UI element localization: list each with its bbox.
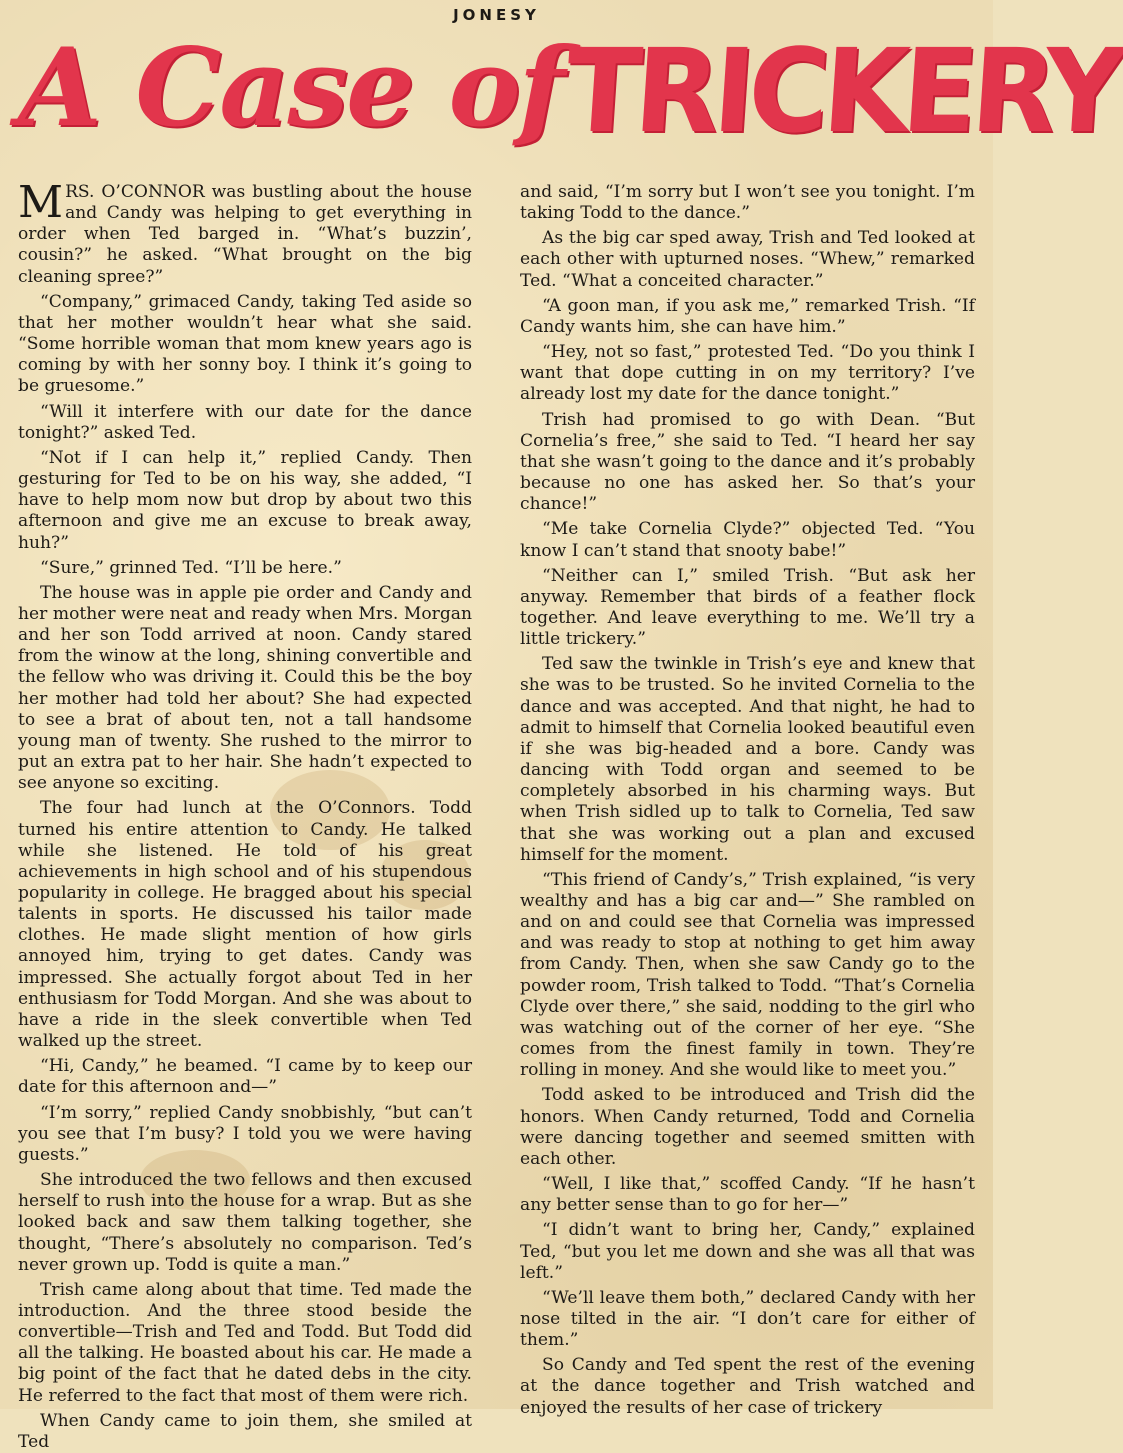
paragraph-text: “Hi, Candy,” he beamed. “I came by to keep our date for this afternoon and—”	[18, 1056, 472, 1098]
paragraph-text: As the big car sped away, Trish and Ted looked at each other with upturned noses. “Whew,” remarked Ted. “What a conceited character.”	[520, 228, 975, 291]
drop-cap: M	[18, 177, 64, 228]
story-paragraph	[520, 1085, 975, 1170]
story-title	[18, 18, 1123, 168]
story-paragraph	[520, 1355, 975, 1418]
paragraph-text: “This friend of Candy’s,” Trish explained, “is very wealthy and has a big car and—” She rambled on and on and could see that Cornelia was impressed and was ready to stop at nothing to get him away from Candy. Then, when she saw Candy go to the powder room, Trish talked to Todd. “That’s Cornelia Clyde over there,” she said, nodding to the girl who was watching out of the corner of her eye. “She comes from the finest family in town. They’re rolling in money. And she would like to meet you.”	[520, 869, 975, 1081]
story-paragraph	[18, 583, 472, 795]
paragraph-text: “Hey, not so fast,” protested Ted. “Do you think I want that dope cutting in on my territory? I’ve already lost my date for the dance tonight.”	[520, 342, 975, 405]
title-script-part: A Case of	[18, 25, 563, 151]
story-paragraph	[18, 1170, 472, 1276]
paragraph-text: Trish came along about that time. Ted made the introduction. And the three stood beside the convertible—Trish and Ted and Todd. But Todd did all the talking. He boasted about his car. He made a big point of the fact that he dated debs in the city. He referred to the fact that most of them were rich.	[18, 1279, 472, 1406]
paragraph-text: “Sure,” grinned Ted. “I’ll be here.”	[40, 557, 342, 578]
paragraph-text: Trish had promised to go with Dean. “But Cornelia’s free,” she said to Ted. “I heard her say that she wasn’t going to the dance and it’s probably because no one has asked her. So that’s your chance!”	[520, 409, 975, 515]
story-paragraph	[520, 870, 975, 1082]
paragraph-text: RS. O’CONNOR was bustling about the house and Candy was helping to get everything in order when Ted barged in. “What’s buzzin’, cousin?” he asked. “What brought on the big cleaning spree?”	[18, 182, 472, 287]
story-paragraph	[18, 1056, 472, 1098]
paragraph-text: “I’m sorry,” replied Candy snobbishly, “but can’t you see that I’m busy? I told you we were having guests.”	[18, 1102, 472, 1165]
story-paragraph	[520, 182, 975, 224]
paragraph-text: So Candy and Ted spent the rest of the evening at the dance together and Trish watched and enjoyed the results of her case of trickery	[520, 1355, 975, 1418]
story-paragraph	[520, 410, 975, 516]
story-paragraph	[520, 1174, 975, 1216]
story-paragraph	[18, 292, 472, 398]
story-paragraph	[18, 1411, 472, 1453]
story-paragraph	[520, 228, 975, 291]
story-paragraph	[18, 558, 472, 579]
paragraph-text: “A goon man, if you ask me,” remarked Trish. “If Candy wants him, she can have him.”	[520, 295, 975, 337]
paragraph-text: When Candy came to join them, she smiled at Ted	[18, 1410, 472, 1452]
paragraph-text: “Neither can I,” smiled Trish. “But ask her anyway. Remember that birds of a feather flock together. And leave everything to me. We’ll try a little trickery.”	[520, 565, 975, 650]
paragraph-text: “Not if I can help it,” replied Candy. Then gesturing for Ted to be on his way, she added, “I have to help mom now but drop by about two this afternoon and give me an excuse to break away, huh?”	[18, 447, 472, 553]
series-name: JONESY	[453, 6, 540, 24]
paragraph-text: “Me take Cornelia Clyde?” objected Ted. “You know I can’t stand that snooty babe!”	[520, 519, 975, 561]
story-paragraph	[18, 402, 472, 444]
story-paragraph	[520, 296, 975, 338]
story-paragraph	[18, 177, 472, 288]
paragraph-text: The house was in apple pie order and Candy and her mother were neat and ready when Mrs. Morgan and her son Todd arrived at noon. Candy stared from the winow at the long, shining convertible and the fellow who was driving it. Could this be the boy her mother had told her about? She had expected to see a brat of about ten, not a tall handsome young man of twenty. She rushed to the mirror to put an extra pat to her hair. She hadn’t expected to see anyone so exciting.	[18, 582, 472, 794]
story-paragraph	[520, 342, 975, 405]
story-paragraph	[18, 798, 472, 1052]
paragraph-text: “Company,” grimaced Candy, taking Ted aside so that her mother wouldn’t hear what she said. “Some horrible woman that mom knew years ago is coming by with her sonny boy. I think it’s going to be gruesome.”	[18, 291, 472, 397]
story-paragraph	[520, 519, 975, 561]
paragraph-text: Todd asked to be introduced and Trish did the honors. When Candy returned, Todd and Cornelia were dancing together and seemed smitten with each other.	[520, 1085, 975, 1169]
paragraph-text: “Will it interfere with our date for the dance tonight?” asked Ted.	[18, 401, 472, 443]
title-block-part: TRICKERY	[561, 23, 1123, 159]
story-column-left	[18, 177, 472, 1453]
paragraph-text: and said, “I’m sorry but I won’t see you tonight. I’m taking Todd to the dance.”	[520, 182, 975, 224]
paragraph-text: “I didn’t want to bring her, Candy,” explained Ted, “but you let me down and she was all that was left.”	[520, 1220, 975, 1283]
story-paragraph	[18, 1103, 472, 1166]
paragraph-text: She introduced the two fellows and then excused herself to rush into the house for a wrap. But as she looked back and saw them talking together, she thought, “There’s absolutely no comparison. Ted’s never grown up. Todd is quite a man.”	[18, 1170, 472, 1275]
story-paragraph	[520, 1220, 975, 1283]
paragraph-text: “We’ll leave them both,” declared Candy with her nose tilted in the air. “I don’t care for either of them.”	[520, 1287, 975, 1351]
story-column-right	[520, 182, 975, 1419]
story-paragraph	[18, 448, 472, 554]
story-paragraph	[520, 566, 975, 651]
paragraph-text: Ted saw the twinkle in Trish’s eye and knew that she was to be trusted. So he invited Cornelia to the dance and was accepted. And that night, he had to admit to himself that Cornelia looked beautiful even if she was big-headed and a bore. Candy was dancing with Todd organ and seemed to be completely absorbed in his charming ways. But when Trish sidled up to talk to Cornelia, Ted saw that she was working out a plan and excused himself for the moment.	[520, 654, 975, 865]
paragraph-text: The four had lunch at the O’Connors. Todd turned his entire attention to Candy. He talked while she listened. He told of his great achievements in high school and of his stupendous popularity in college. He bragged about his special talents in sports. He discussed his tailor made clothes. He made slight mention of how girls annoyed him, trying to get dates. Candy was impressed. She actually forgot about Ted in her enthusiasm for Todd Morgan. And she was about to have a ride in the sleek convertible when Ted walked up the street.	[18, 798, 472, 1052]
paragraph-text: “Well, I like that,” scoffed Candy. “If he hasn’t any better sense than to go for her—”	[520, 1174, 975, 1216]
story-paragraph	[520, 1288, 975, 1351]
story-paragraph	[18, 1280, 472, 1407]
story-paragraph	[520, 654, 975, 866]
